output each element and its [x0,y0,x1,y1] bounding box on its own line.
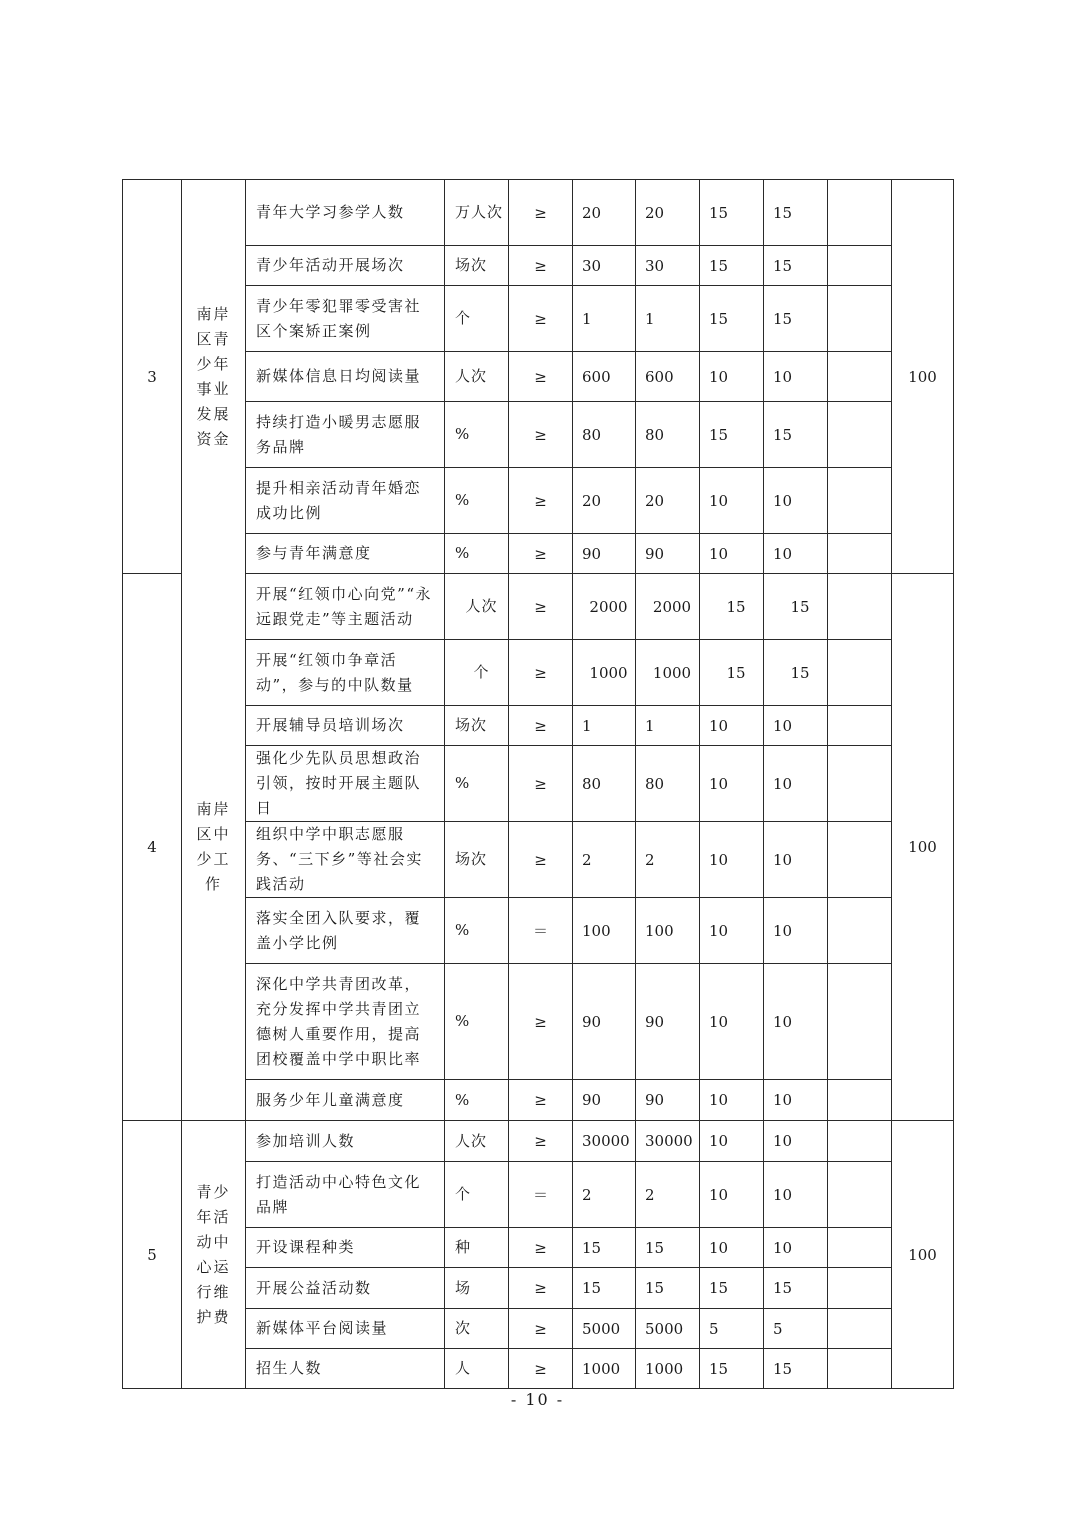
cell-target: 90 [573,964,636,1080]
cell-actual: 600 [636,352,700,402]
cell-note [828,706,892,746]
cell-target: 5000 [573,1309,636,1349]
table-row [123,286,954,352]
indicator-name: 持续打造小暖男志愿服务品牌 [246,402,445,468]
cell-note [828,898,892,964]
cell-note [828,402,892,468]
table-row [123,1228,954,1268]
indicator-column-gap [181,1100,245,1103]
indicator-name: 组织中学中职志愿服务、“三下乡”等社会实践活动 [246,822,445,898]
cell-score: 10 [764,1080,828,1121]
cell-op: ≥ [509,1349,573,1389]
cell-note [828,640,892,706]
cell-score: 10 [764,822,828,898]
indicator-name: 开设课程种类 [246,1228,445,1268]
cell-actual: 80 [636,402,700,468]
cell-actual: 80 [636,746,700,822]
cell-unit: 万人次 [445,180,509,246]
cell-unit: 人次 [445,352,509,402]
cell-score: 15 [764,1268,828,1309]
cell-score: 10 [764,964,828,1080]
cell-score: 15 [764,402,828,468]
page-number: - 10 - [510,1390,565,1409]
cell-note [828,352,892,402]
cell-unit: 人次 [445,574,509,640]
cell-unit: 场 [445,1268,509,1309]
cell-weight: 15 [700,640,764,706]
cell-note [828,964,892,1080]
cell-unit: % [445,746,509,822]
table-row [123,822,954,898]
project-name: 南岸区青少年事业发展资金 [196,304,231,448]
cell-weight: 10 [700,534,764,574]
cell-op: ≥ [509,402,573,468]
cell-actual: 90 [636,1080,700,1121]
cell-weight: 15 [700,246,764,286]
group-total: 100 [892,1121,954,1389]
table-row [123,468,954,534]
indicator-name: 招生人数 [246,1349,445,1389]
cell-score: 10 [764,1121,828,1162]
cell-weight: 15 [700,1268,764,1309]
table-row [123,534,954,574]
cell-target: 1000 [573,1349,636,1389]
cell-actual: 1000 [636,1349,700,1389]
cell-actual: 15 [636,1268,700,1309]
cell-target: 2 [573,822,636,898]
cell-target: 90 [573,1080,636,1121]
indicator-name: 落实全团入队要求，覆盖小学比例 [246,898,445,964]
cell-note [828,180,892,246]
cell-weight: 10 [700,1228,764,1268]
cell-actual: 100 [636,898,700,964]
indicator-name: 开展辅导员培训场次 [246,706,445,746]
cell-target: 1 [573,286,636,352]
cell-op: ≥ [509,1268,573,1309]
cell-actual: 20 [636,468,700,534]
cell-note [828,1228,892,1268]
cell-op: ≥ [509,286,573,352]
indicator-name: 强化少先队员思想政治引领，按时开展主题队日 [246,746,445,822]
cell-weight: 15 [700,402,764,468]
cell-target: 1000 [573,640,636,706]
table-row [123,1309,954,1349]
project-name: 青少年活动中心运行维护费 [196,1182,231,1326]
cell-target: 80 [573,746,636,822]
table-row [123,246,954,286]
indicator-name: 服务少年儿童满意度 [246,1080,445,1121]
cell-score: 10 [764,534,828,574]
cell-actual: 15 [636,1228,700,1268]
table-row [123,1349,954,1389]
table-body [123,180,954,1389]
cell-unit: % [445,898,509,964]
cell-score: 15 [764,180,828,246]
cell-weight: 15 [700,180,764,246]
cell-unit: 场次 [445,706,509,746]
cell-unit: 人次 [445,1121,509,1162]
cell-actual: 2 [636,822,700,898]
cell-op: ＝ [509,898,573,964]
project-name-cell [182,180,246,574]
cell-op: ≥ [509,822,573,898]
cell-target: 1 [573,706,636,746]
cell-actual: 90 [636,964,700,1080]
project-name-cell [182,574,246,1121]
indicator-name: 参加培训人数 [246,1121,445,1162]
cell-weight: 10 [700,1162,764,1228]
cell-score: 10 [764,746,828,822]
table-row [123,402,954,468]
cell-score: 10 [764,706,828,746]
table-row [123,352,954,402]
cell-weight: 10 [700,352,764,402]
table-row [123,706,954,746]
cell-weight: 10 [700,898,764,964]
cell-actual: 90 [636,534,700,574]
performance-indicator-table [122,179,954,1389]
cell-weight: 5 [700,1309,764,1349]
table-row [123,898,954,964]
table-row [123,1080,954,1121]
cell-target: 15 [573,1228,636,1268]
group-index: 5 [123,1121,182,1389]
indicator-column-gap [181,572,245,575]
cell-target: 20 [573,468,636,534]
cell-note [828,1309,892,1349]
cell-op: ≥ [509,640,573,706]
group-index: 4 [123,574,182,1121]
cell-score: 5 [764,1309,828,1349]
group-total: 100 [892,180,954,574]
cell-actual: 2000 [636,574,700,640]
indicator-name: 深化中学共青团改革，充分发挥中学共青团立德树人重要作用，提高团校覆盖中学中职比率 [246,964,445,1080]
cell-op: ≥ [509,534,573,574]
cell-target: 30 [573,246,636,286]
cell-op: ≥ [509,1309,573,1349]
cell-score: 15 [764,1349,828,1389]
indicator-name: 提升相亲活动青年婚恋成功比例 [246,468,445,534]
cell-note [828,246,892,286]
cell-op: ≥ [509,706,573,746]
table-row [123,574,954,640]
table-row [123,180,954,246]
indicator-name: 参与青年满意度 [246,534,445,574]
indicator-name: 打造活动中心特色文化品牌 [246,1162,445,1228]
cell-unit: 场次 [445,246,509,286]
cell-score: 10 [764,352,828,402]
cell-unit: 人 [445,1349,509,1389]
cell-op: ≥ [509,1080,573,1121]
project-name: 南岸区中少工作 [196,800,231,893]
group-total: 100 [892,574,954,1121]
cell-unit: % [445,1080,509,1121]
cell-actual: 20 [636,180,700,246]
indicator-name: 青年大学习参学人数 [246,180,445,246]
table-row [123,1162,954,1228]
cell-unit: 次 [445,1309,509,1349]
cell-unit: 个 [445,640,509,706]
cell-note [828,1121,892,1162]
cell-op: ≥ [509,246,573,286]
cell-target: 20 [573,180,636,246]
cell-op: ≥ [509,964,573,1080]
cell-score: 10 [764,898,828,964]
cell-unit: 个 [445,286,509,352]
cell-unit: % [445,534,509,574]
cell-weight: 10 [700,706,764,746]
cell-unit: % [445,468,509,534]
cell-weight: 10 [700,468,764,534]
cell-actual: 1 [636,706,700,746]
cell-score: 15 [764,640,828,706]
cell-op: ≥ [509,352,573,402]
cell-score: 15 [764,286,828,352]
cell-op: ≥ [509,746,573,822]
cell-target: 100 [573,898,636,964]
cell-weight: 10 [700,822,764,898]
cell-target: 30000 [573,1121,636,1162]
cell-note [828,1080,892,1121]
indicator-name: 新媒体平台阅读量 [246,1309,445,1349]
cell-unit: % [445,402,509,468]
cell-note [828,746,892,822]
indicator-name: 开展“红领巾心向党”“永远跟党走”等主题活动 [246,574,445,640]
cell-actual: 1 [636,286,700,352]
cell-note [828,534,892,574]
cell-op: ≥ [509,468,573,534]
cell-weight: 10 [700,1121,764,1162]
cell-actual: 5000 [636,1309,700,1349]
cell-weight: 15 [700,286,764,352]
indicator-name: 开展公益活动数 [246,1268,445,1309]
cell-weight: 10 [700,964,764,1080]
indicator-name: 青少年零犯罪零受害社区个案矫正案例 [246,286,445,352]
cell-op: ＝ [509,1162,573,1228]
cell-note [828,1162,892,1228]
cell-score: 10 [764,1162,828,1228]
cell-score: 10 [764,468,828,534]
cell-actual: 30 [636,246,700,286]
cell-weight: 10 [700,1080,764,1121]
cell-unit: % [445,964,509,1080]
cell-op: ≥ [509,1228,573,1268]
cell-unit: 种 [445,1228,509,1268]
cell-actual: 30000 [636,1121,700,1162]
project-name-cell [182,1121,246,1389]
cell-score: 15 [764,246,828,286]
cell-target: 2000 [573,574,636,640]
cell-actual: 2 [636,1162,700,1228]
indicator-name: 开展“红领巾争章活动”，参与的中队数量 [246,640,445,706]
cell-op: ≥ [509,574,573,640]
table-row [123,1121,954,1162]
cell-actual: 1000 [636,640,700,706]
indicator-name: 新媒体信息日均阅读量 [246,352,445,402]
table-row [123,640,954,706]
table-row [123,964,954,1080]
indicator-name: 青少年活动开展场次 [246,246,445,286]
cell-note [828,286,892,352]
cell-note [828,574,892,640]
cell-target: 15 [573,1268,636,1309]
cell-weight: 10 [700,746,764,822]
cell-note [828,1268,892,1309]
cell-target: 600 [573,352,636,402]
cell-unit: 个 [445,1162,509,1228]
group-index: 3 [123,180,182,574]
cell-op: ≥ [509,1121,573,1162]
cell-weight: 15 [700,574,764,640]
cell-target: 90 [573,534,636,574]
cell-unit: 场次 [445,822,509,898]
cell-note [828,822,892,898]
table-row [123,746,954,822]
cell-target: 80 [573,402,636,468]
table-row [123,1268,954,1309]
cell-op: ≥ [509,180,573,246]
cell-score: 15 [764,574,828,640]
cell-note [828,468,892,534]
cell-note [828,1349,892,1389]
cell-target: 2 [573,1162,636,1228]
cell-weight: 15 [700,1349,764,1389]
cell-score: 10 [764,1228,828,1268]
